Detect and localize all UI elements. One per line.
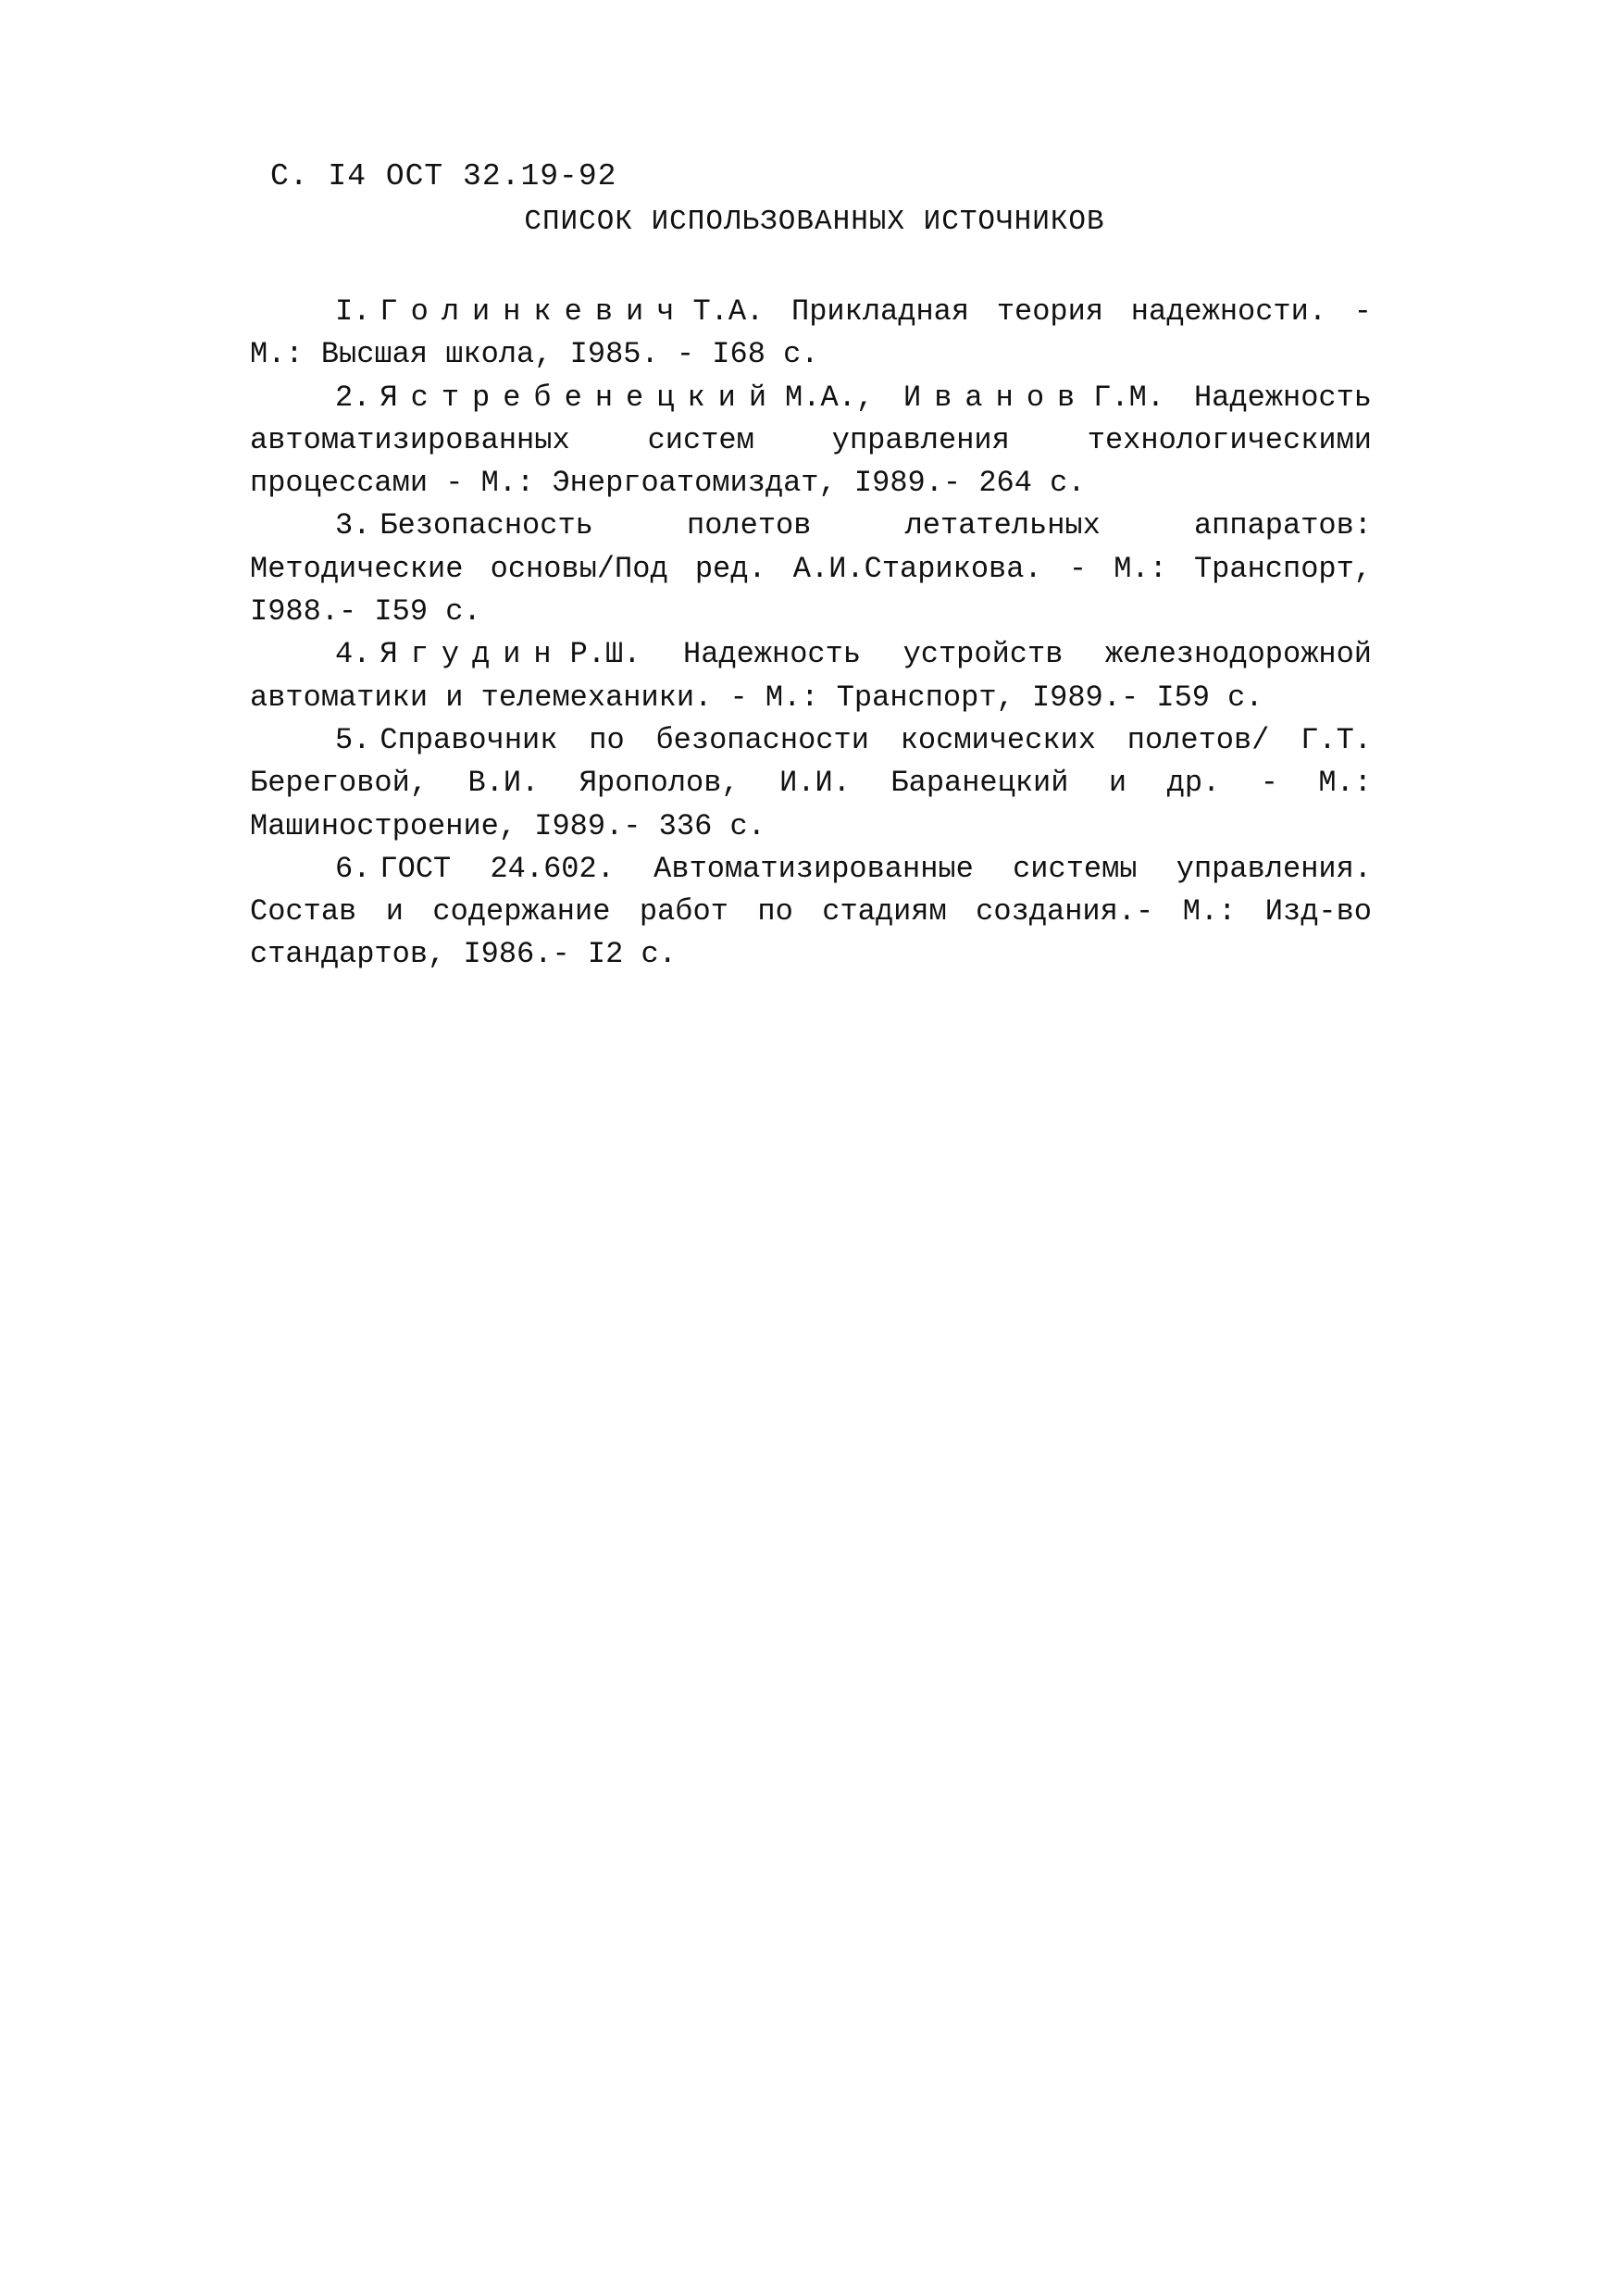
reference-number: 4.: [335, 637, 371, 672]
reference-text-continued: Г.М. Надежность автоматизированных систем управления технологическими процессами - М.: Энергоатомиздат, I989.- 264 с.: [250, 380, 1372, 501]
reference-coauthor: Иванов: [903, 380, 1089, 415]
reference-number: 2.: [335, 380, 371, 415]
reference-text: Справочник по безопасности космических полетов/ Г.Т. Береговой, В.И. Ярополов, И.И. Баранецкий и др. - М.: Машиностроение, I989.- 336 с.: [250, 722, 1372, 843]
reference-text: Р.Ш. Надежность устройств железнодорожной автоматики и телемеханики. - М.: Транспорт, I989.- I59 с.: [250, 637, 1372, 715]
reference-number: I.: [335, 294, 371, 329]
reference-list: [250, 291, 1372, 977]
reference-item-6: [250, 848, 1372, 977]
reference-number: 6.: [335, 851, 371, 886]
reference-number: 3.: [335, 508, 371, 543]
reference-text: М.А.,: [785, 380, 903, 415]
reference-author: Ягудин: [380, 637, 565, 672]
reference-item-3: [250, 505, 1372, 633]
page-title: СПИСОК ИСПОЛЬЗОВАННЫХ ИСТОЧНИКОВ: [524, 206, 1105, 238]
reference-text: ГОСТ 24.602. Автоматизированные системы управления. Состав и содержание работ по стадиям создания.- М.: Изд-во стандартов, I986.- I2 с.: [250, 851, 1372, 972]
page-header-code: С. I4 ОСТ 32.19-92: [270, 159, 617, 193]
reference-item-5: [250, 719, 1372, 848]
reference-item-1: [250, 291, 1372, 377]
reference-author: Голинкевич: [380, 294, 688, 329]
reference-item-2: [250, 377, 1372, 505]
reference-number: 5.: [335, 722, 371, 757]
reference-text: Безопасность полетов летательных аппаратов: Методические основы/Под ред. А.И.Старикова. - М.: Транспорт, I988.- I59 с.: [250, 508, 1372, 630]
reference-text: Т.А. Прикладная теория надежности. - М.: Высшая школа, I985. - I68 с.: [250, 294, 1372, 372]
reference-item-4: [250, 633, 1372, 719]
reference-author: Ястребенецкий: [380, 380, 780, 415]
